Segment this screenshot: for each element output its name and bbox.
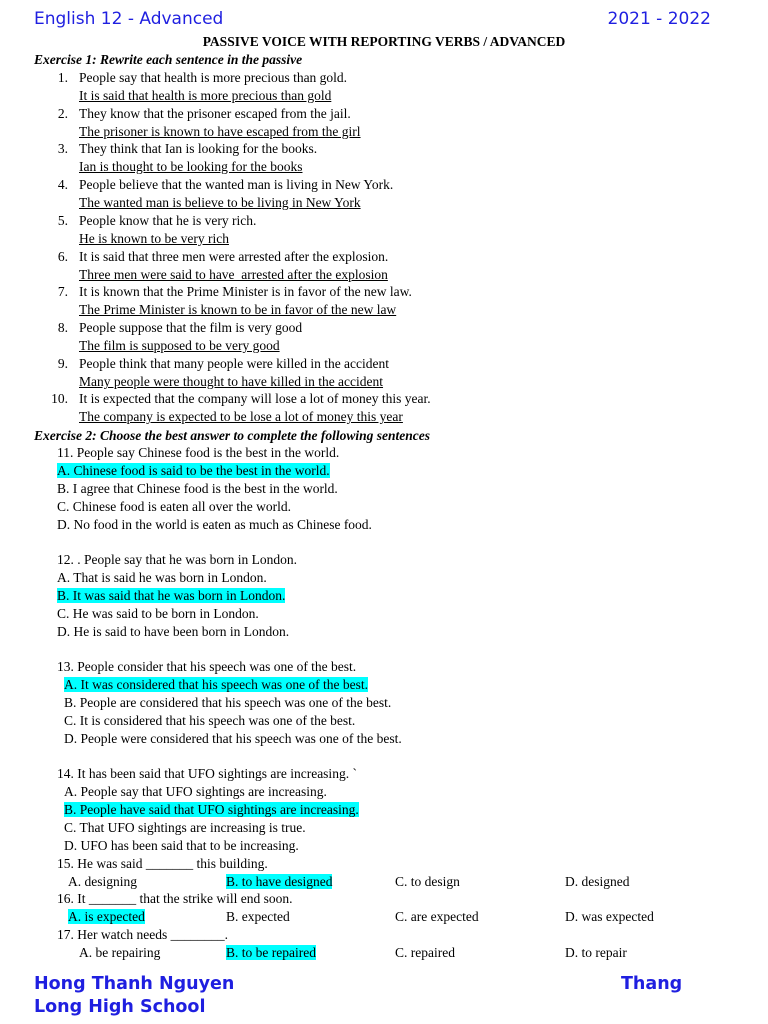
q13-option-b: B. People are considered that his speech was one of the best. — [64, 695, 392, 710]
ex1-item-number: 4. — [57, 177, 68, 192]
ex1-item-number: 6. — [57, 249, 68, 264]
q16-option-c: C. are expected — [395, 909, 479, 924]
ex1-item-answer: Many people were thought to have killed in the accident — [79, 374, 384, 389]
ex1-item-number: 3. — [57, 141, 68, 156]
q17-option-a: A. be repairing — [79, 945, 161, 960]
q14-option-b: B. People have said that UFO sightings are increasing. — [64, 802, 359, 817]
ex1-item-number: 1. — [57, 70, 68, 85]
ex1-item-answer: It is said that health is more precious than gold — [79, 88, 332, 103]
ex1-item-answer: He is known to be very rich — [79, 231, 229, 246]
q14-option-a: A. People say that UFO sightings are increasing. — [64, 784, 327, 799]
question-11: 11. People say Chinese food is the best in the world. — [57, 445, 340, 460]
q17-option-b: B. to be repaired — [226, 945, 316, 960]
question-14: 14. It has been said that UFO sightings are increasing. ` — [57, 766, 357, 781]
q14-option-c: C. That UFO sightings are increasing is true. — [64, 820, 306, 835]
q12-option-b: B. It was said that he was born in London. — [57, 588, 286, 603]
q15-option-c: C. to design — [395, 874, 460, 889]
ex1-item-question: It is said that three men were arrested after the explosion. — [79, 249, 389, 264]
school-year: 2021 - 2022 — [607, 9, 711, 29]
q12-option-d: D. He is said to have been born in London. — [57, 624, 290, 639]
author-name: Hong Thanh Nguyen — [34, 974, 235, 994]
q14-option-d: D. UFO has been said that to be increasing. — [64, 838, 299, 853]
q11-option-b: B. I agree that Chinese food is the best in the world. — [57, 481, 338, 496]
question-12: 12. . People say that he was born in London. — [57, 552, 297, 567]
q15-option-d: D. designed — [565, 874, 630, 889]
q16-option-b: B. expected — [226, 909, 290, 924]
q16-option-a: A. is expected — [68, 909, 145, 924]
question-16: 16. It _______ that the strike will end soon. — [57, 891, 293, 906]
ex1-item-number: 8. — [57, 320, 68, 335]
ex1-item-number: 9. — [57, 356, 68, 371]
ex1-item-answer: The prisoner is known to have escaped from the girl — [79, 124, 361, 139]
footer-right-text: Thang — [621, 974, 683, 994]
ex1-item-answer: Three men were said to have arrested after the explosion — [79, 267, 388, 282]
ex1-item-number: 5. — [57, 213, 68, 228]
q11-option-c: C. Chinese food is eaten all over the world. — [57, 499, 291, 514]
ex1-item-question: They think that Ian is looking for the books. — [79, 141, 318, 156]
ex1-item-number: 10. — [51, 391, 68, 406]
ex1-item-question: People suppose that the film is very good — [79, 320, 303, 335]
ex1-item-question: People know that he is very rich. — [79, 213, 257, 228]
ex1-item-question: It is expected that the company will lose a lot of money this year. — [79, 391, 431, 406]
ex1-item-answer: The wanted man is believe to be living in New York — [79, 195, 361, 210]
ex1-item-answer: Ian is thought to be looking for the books — [79, 159, 303, 174]
q15-option-b: B. to have designed — [226, 874, 333, 889]
ex1-item-answer: The company is expected to be lose a lot of money this year — [79, 409, 403, 424]
ex1-item-answer: The Prime Minister is known to be in favor of the new law — [79, 302, 397, 317]
ex1-item-question: They know that the prisoner escaped from the jail. — [79, 106, 351, 121]
question-13: 13. People consider that his speech was one of the best. — [57, 659, 357, 674]
q13-option-c: C. It is considered that his speech was one of the best. — [64, 713, 356, 728]
exercise-2-heading: Exercise 2: Choose the best answer to complete the following sentences — [34, 428, 430, 443]
document-title: PASSIVE VOICE WITH REPORTING VERBS / ADVANCED — [202, 34, 566, 49]
q13-option-a: A. It was considered that his speech was one of the best. — [64, 677, 369, 692]
ex1-item-answer: The film is supposed to be very good — [79, 338, 280, 353]
q17-option-d: D. to repair — [565, 945, 627, 960]
q12-option-c: C. He was said to be born in London. — [57, 606, 259, 621]
q15-option-a: A. designing — [68, 874, 137, 889]
exercise-1-heading: Exercise 1: Rewrite each sentence in the passive — [34, 52, 303, 67]
ex1-item-question: People say that health is more precious than gold. — [79, 70, 348, 85]
school-name: Long High School — [34, 997, 206, 1017]
ex1-item-question: People believe that the wanted man is living in New York. — [79, 177, 394, 192]
ex1-item-number: 2. — [57, 106, 68, 121]
q13-option-d: D. People were considered that his speech was one of the best. — [64, 731, 402, 746]
q11-option-a: A. Chinese food is said to be the best in the world. — [57, 463, 330, 478]
ex1-item-number: 7. — [57, 284, 68, 299]
ex1-item-question: It is known that the Prime Minister is in favor of the new law. — [79, 284, 412, 299]
question-17: 17. Her watch needs ________. — [57, 927, 228, 942]
page-header — [34, 9, 711, 33]
q11-option-d: D. No food in the world is eaten as much as Chinese food. — [57, 517, 372, 532]
question-15: 15. He was said _______ this building. — [57, 856, 268, 871]
q17-option-c: C. repaired — [395, 945, 455, 960]
ex1-item-question: People think that many people were killed in the accident — [79, 356, 390, 371]
q12-option-a: A. That is said he was born in London. — [57, 570, 267, 585]
q16-option-d: D. was expected — [565, 909, 654, 924]
course-title: English 12 - Advanced — [34, 9, 224, 29]
